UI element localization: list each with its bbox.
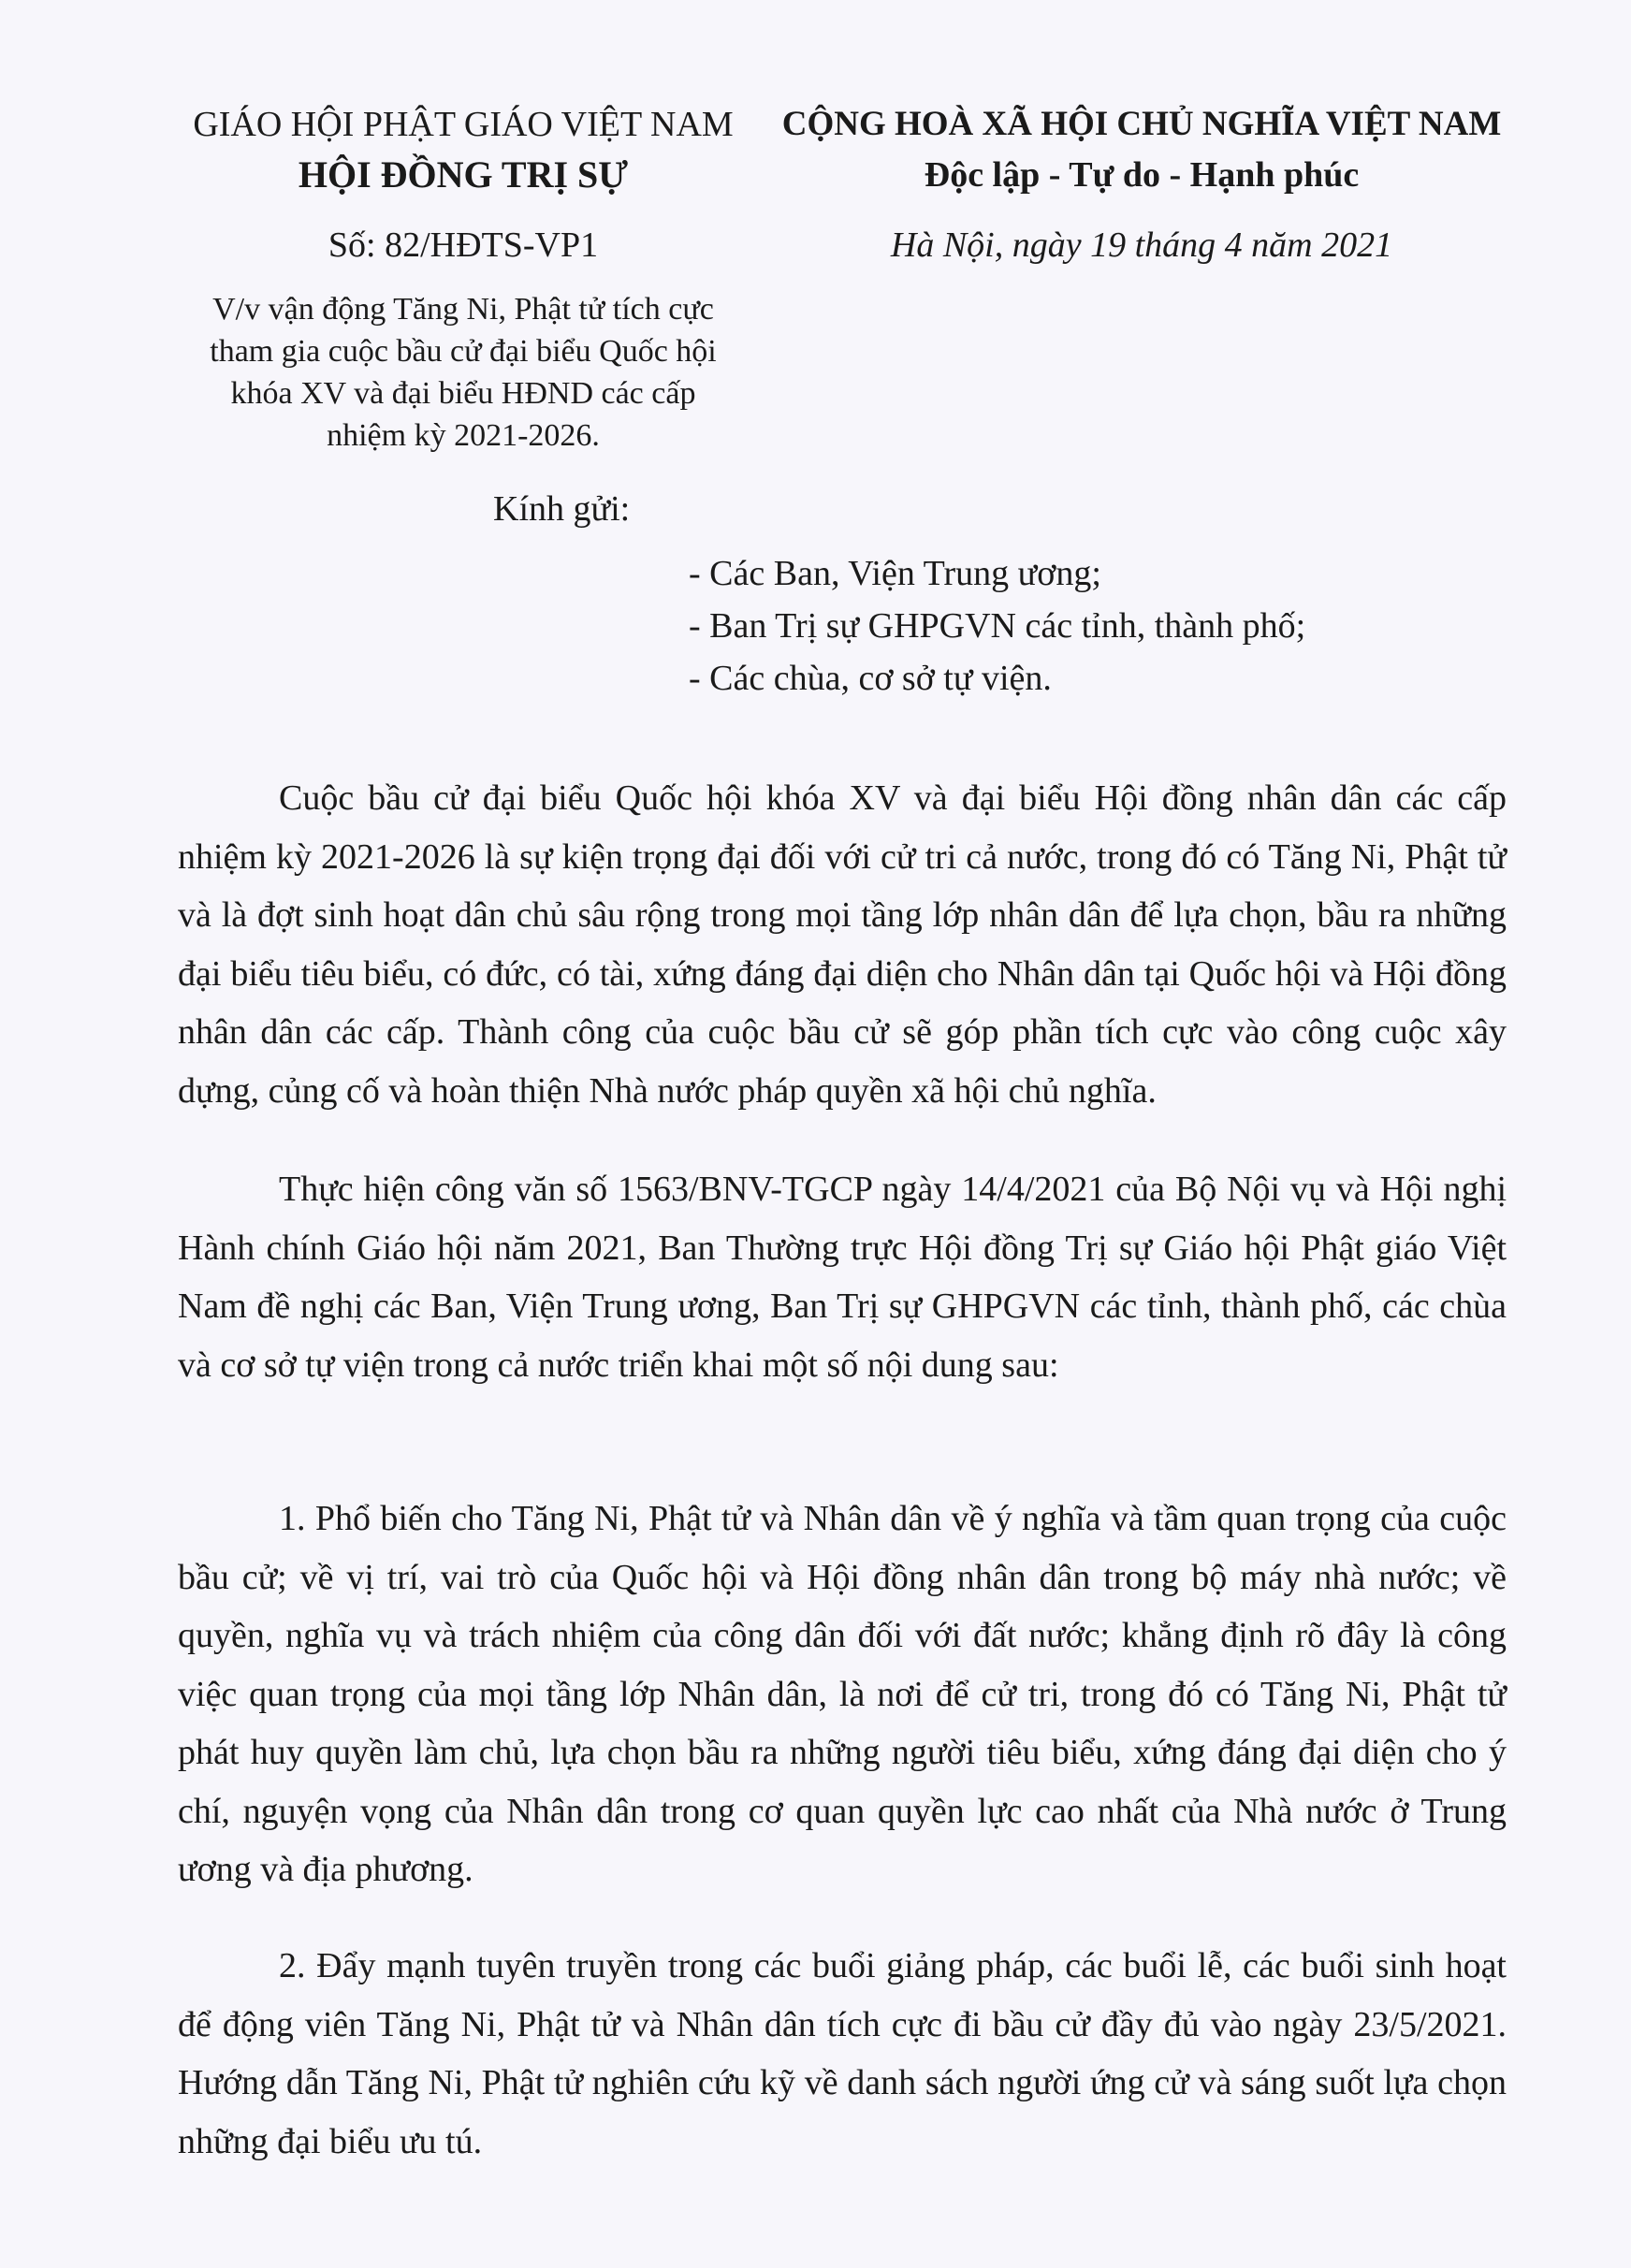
subject-line: nhiệm kỳ 2021-2026. (327, 418, 600, 453)
country-name: CỘNG HOÀ XÃ HỘI CHỦ NGHĨA VIỆT NAM (781, 105, 1502, 143)
recipient-item: - Ban Trị sự GHPGVN các tỉnh, thành phố; (689, 606, 1306, 646)
paragraph-text: Thực hiện công văn số 1563/BNV-TGCP ngày 14/4/2021 của Bộ Nội vụ và Hội nghị Hành chính Giáo hội năm 2021, Ban Thường trực Hội đồng Trị sự Giáo hội Phật giáo Việt Nam đề nghị các Ban, Viện Trung ương, Ban Trị sự GHPGVN các tỉnh, thành phố, các chùa và cơ sở tự viện trong cả nước triển khai một số nội dung sau: (178, 1170, 1507, 1385)
issuer-council: HỘI ĐỒNG TRỊ SỰ (298, 153, 629, 196)
body-paragraph-1 (178, 769, 1507, 1137)
subject-line: V/v vận động Tăng Ni, Phật tử tích cực (212, 292, 714, 327)
document-date: Hà Nội, ngày 19 tháng 4 năm 2021 (890, 225, 1393, 265)
body-paragraph-2 (178, 1160, 1507, 1411)
issuer-block (159, 101, 767, 202)
recipient-item: - Các Ban, Viện Trung ương; (689, 554, 1101, 593)
paragraph-text: 2. Đẩy mạnh tuyên truyền trong các buổi giảng pháp, các buổi lễ, các buổi sinh hoạt để động viên Tăng Ni, Phật tử và Nhân dân tích cực đi bầu cử đầy đủ vào ngày 23/5/2021. Hướng dẫn Tăng Ni, Phật tử nghiên cứu kỹ về danh sách người ứng cử và sáng suốt lựa chọn những đại biểu ưu tú. (178, 1946, 1507, 2161)
body-paragraph-4 (178, 1937, 1507, 2188)
salutation: Kính gửi: (493, 489, 631, 529)
recipient-item: - Các chùa, cơ sở tự viện. (689, 659, 1052, 698)
body-paragraph-3 (178, 1490, 1507, 1916)
national-header (767, 101, 1516, 202)
national-motto: Độc lập - Tự do - Hạnh phúc (924, 155, 1360, 195)
subject-line: khóa XV và đại biểu HĐND các cấp (230, 376, 696, 411)
document-number: Số: 82/HĐTS-VP1 (328, 225, 599, 265)
paragraph-text: Cuộc bầu cử đại biểu Quốc hội khóa XV và đại biểu Hội đồng nhân dân các cấp nhiệm kỳ 2021-2026 là sự kiện trọng đại đối với cử tri cả nước, trong đó có Tăng Ni, Phật tử và là đợt sinh hoạt dân chủ sâu rộng trong mọi tầng lớp nhân dân để lựa chọn, bầu ra những đại biểu tiêu biểu, có đức, có tài, xứng đáng đại diện cho Nhân dân tại Quốc hội và Hội đồng nhân dân các cấp. Thành công của cuộc bầu cử sẽ góp phần tích cực vào công cuộc xây dựng, củng cố và hoàn thiện Nhà nước pháp quyền xã hội chủ nghĩa. (178, 778, 1507, 1111)
subject-line: tham gia cuộc bầu cử đại biểu Quốc hội (210, 334, 717, 369)
paragraph-text: 1. Phổ biến cho Tăng Ni, Phật tử và Nhân dân về ý nghĩa và tầm quan trọng của cuộc bầu cử; về vị trí, vai trò của Quốc hội và Hội đồng nhân dân trong bộ máy nhà nước; về quyền, nghĩa vụ và trách nhiệm của công dân đối với đất nước; khẳng định rõ đây là công việc quan trọng của mọi tầng lớp Nhân dân, là nơi để cử tri, trong đó có Tăng Ni, Phật tử phát huy quyền làm chủ, lựa chọn bầu ra những người tiêu biểu, xứng đáng đại diện cho ý chí, nguyện vọng của Nhân dân trong cơ quan quyền lực cao nhất của Nhà nước ở Trung ương và địa phương. (178, 1499, 1507, 1889)
issuer-org: GIÁO HỘI PHẬT GIÁO VIỆT NAM (193, 105, 734, 144)
recipient-list (689, 547, 1305, 705)
subject-block (159, 288, 767, 457)
